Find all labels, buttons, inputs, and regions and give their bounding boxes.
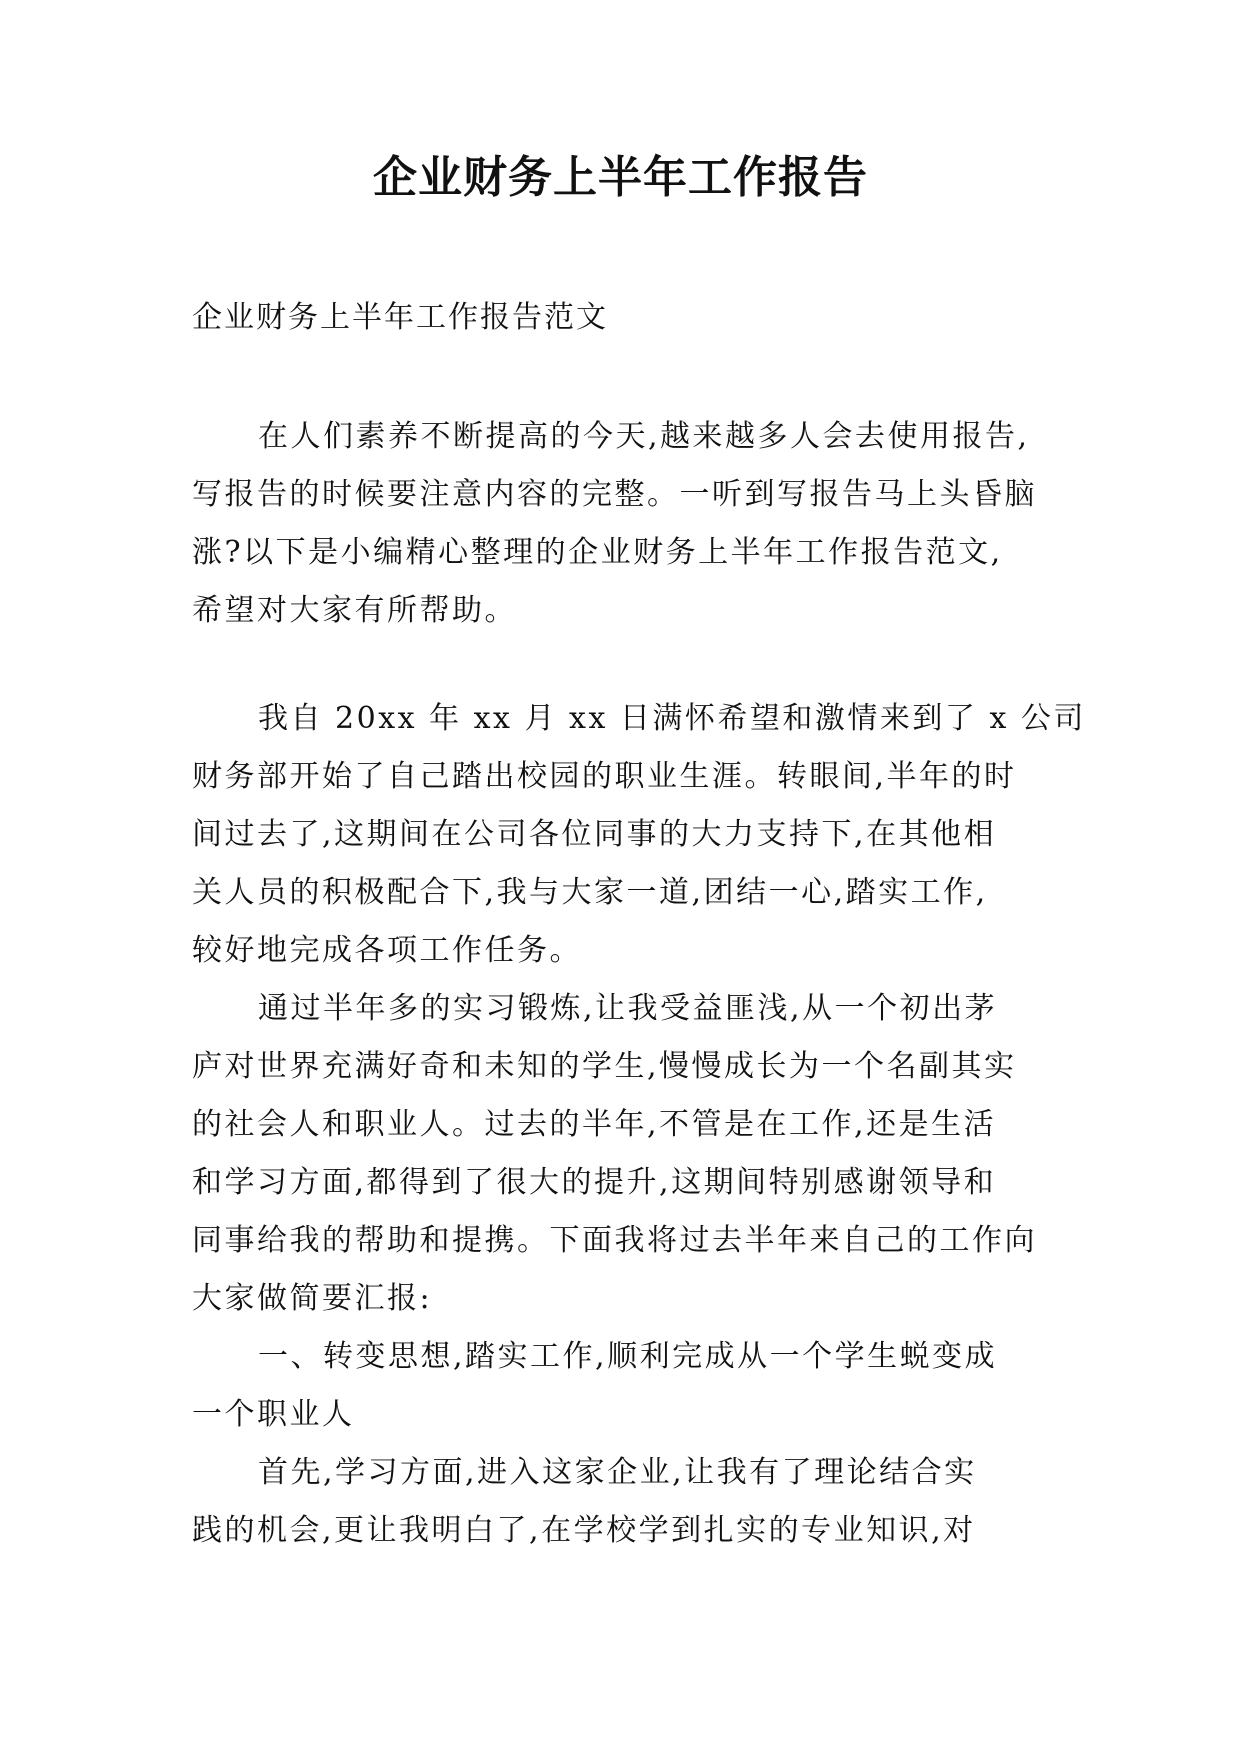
paragraph-line: 在人们素养不断提高的今天,越来越多人会去使用报告, bbox=[258, 419, 1030, 454]
section-heading-line: 一个职业人 bbox=[192, 1397, 355, 1432]
paragraph-line: 通过半年多的实习锻炼,让我受益匪浅,从一个初出茅 bbox=[258, 991, 998, 1026]
paragraph-line: 写报告的时候要注意内容的完整。一听到写报告马上头昏脑 bbox=[192, 477, 1037, 512]
paragraph-line: 践的机会,更让我明白了,在学校学到扎实的专业知识,对 bbox=[192, 1513, 976, 1548]
document-subtitle: 企业财务上半年工作报告范文 bbox=[192, 300, 608, 335]
paragraph-line: 和学习方面,都得到了很大的提升,这期间特别感谢领导和 bbox=[192, 1165, 997, 1200]
document-title: 企业财务上半年工作报告 bbox=[373, 152, 868, 203]
paragraph-line: 庐对世界充满好奇和未知的学生,慢慢成长为一个名副其实 bbox=[192, 1049, 1017, 1084]
paragraph-line: 的社会人和职业人。过去的半年,不管是在工作,还是生活 bbox=[192, 1107, 997, 1142]
paragraph-line: 大家做简要汇报: bbox=[192, 1281, 433, 1316]
paragraph-line: 关人员的积极配合下,我与大家一道,团结一心,踏实工作, bbox=[192, 875, 988, 910]
paragraph-line: 希望对大家有所帮助。 bbox=[192, 593, 517, 628]
paragraph-line: 财务部开始了自己踏出校园的职业生涯。转眼间,半年的时 bbox=[192, 759, 1017, 794]
paragraph-line: 间过去了,这期间在公司各位同事的大力支持下,在其他相 bbox=[192, 817, 997, 852]
paragraph-line: 同事给我的帮助和提携。下面我将过去半年来自己的工作向 bbox=[192, 1223, 1037, 1258]
paragraph-line: 涨?以下是小编精心整理的企业财务上半年工作报告范文, bbox=[192, 535, 1003, 570]
paragraph-line: 首先,学习方面,进入这家企业,让我有了理论结合实 bbox=[258, 1455, 977, 1490]
main-body bbox=[192, 690, 1086, 1560]
paragraph-line: 我自 20xx 年 xx 月 xx 日满怀希望和激情来到了 x 公司 bbox=[258, 701, 1086, 736]
intro-paragraph bbox=[192, 408, 1058, 640]
paragraph-line: 较好地完成各项工作任务。 bbox=[192, 933, 582, 968]
section-heading-line: 一、转变思想,踏实工作,顺利完成从一个学生蜕变成 bbox=[258, 1339, 998, 1374]
